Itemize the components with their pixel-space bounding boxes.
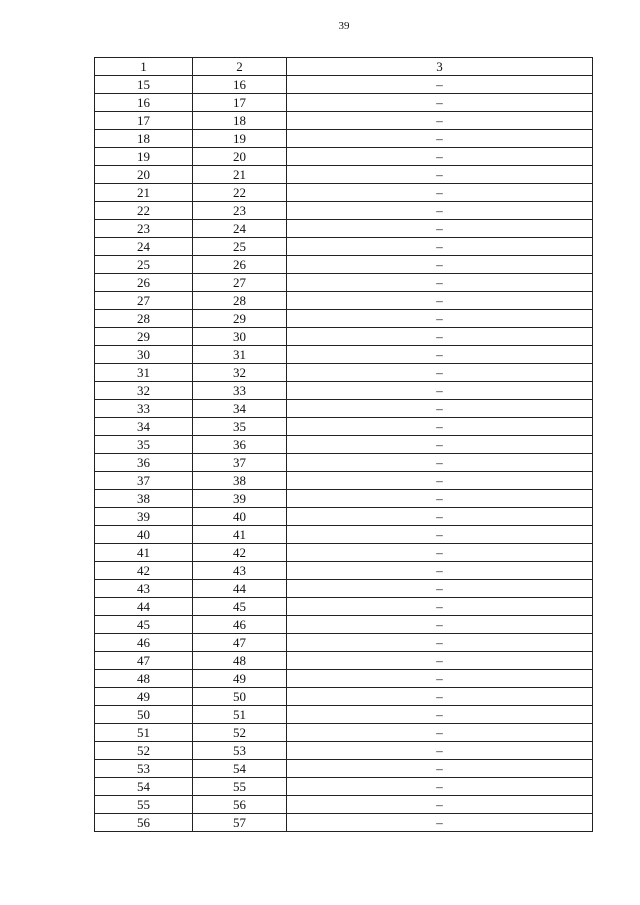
table-cell-col-1: 21: [95, 184, 193, 202]
table-cell-col-1: 16: [95, 94, 193, 112]
table-cell-col-1: 22: [95, 202, 193, 220]
table-cell-col-1: 35: [95, 436, 193, 454]
table-cell-col-1: 37: [95, 472, 193, 490]
table-cell-col-3: –: [287, 760, 593, 778]
table-row: [95, 274, 593, 292]
table-cell-col-1: 56: [95, 814, 193, 832]
table-cell-col-3: –: [287, 814, 593, 832]
table-row: [95, 490, 593, 508]
table-cell-col-1: 51: [95, 724, 193, 742]
table-cell-col-2: 28: [193, 292, 287, 310]
table-cell-col-1: 47: [95, 652, 193, 670]
table-row: [95, 418, 593, 436]
table-row: [95, 202, 593, 220]
table-cell-col-1: 24: [95, 238, 193, 256]
table-row: [95, 256, 593, 274]
table-row: [95, 310, 593, 328]
table-cell-col-1: 29: [95, 328, 193, 346]
table-cell-col-2: 22: [193, 184, 287, 202]
table-cell-col-3: –: [287, 400, 593, 418]
table-cell-col-3: –: [287, 634, 593, 652]
table-cell-col-2: 16: [193, 76, 287, 94]
table-cell-col-3: –: [287, 382, 593, 400]
table-cell-col-1: 34: [95, 418, 193, 436]
table-cell-col-1: 25: [95, 256, 193, 274]
table-row: [95, 508, 593, 526]
table-row: [95, 544, 593, 562]
table-cell-col-2: 46: [193, 616, 287, 634]
table-cell-col-2: 49: [193, 670, 287, 688]
table-cell-col-3: –: [287, 670, 593, 688]
table-cell-col-1: 19: [95, 148, 193, 166]
table-cell-col-3: –: [287, 130, 593, 148]
table-cell-col-2: 26: [193, 256, 287, 274]
table-row: [95, 184, 593, 202]
table-cell-col-3: –: [287, 472, 593, 490]
table-cell-col-2: 57: [193, 814, 287, 832]
table-cell-col-3: –: [287, 490, 593, 508]
table-row: [95, 94, 593, 112]
table-row: [95, 148, 593, 166]
table-cell-col-3: –: [287, 346, 593, 364]
table-cell-col-1: 55: [95, 796, 193, 814]
table-cell-col-3: –: [287, 508, 593, 526]
table-cell-col-2: 21: [193, 166, 287, 184]
table-row: [95, 526, 593, 544]
table-row: [95, 778, 593, 796]
table-cell-col-3: –: [287, 742, 593, 760]
table-row: [95, 814, 593, 832]
table-row: [95, 580, 593, 598]
table-cell-col-1: 40: [95, 526, 193, 544]
table-row: [95, 76, 593, 94]
table-cell-col-1: 30: [95, 346, 193, 364]
table-cell-col-2: 48: [193, 652, 287, 670]
table-cell-col-3: –: [287, 598, 593, 616]
table-cell-col-2: 45: [193, 598, 287, 616]
table-cell-col-1: 33: [95, 400, 193, 418]
table-cell-col-2: 19: [193, 130, 287, 148]
table-cell-col-1: 43: [95, 580, 193, 598]
table-cell-col-2: 44: [193, 580, 287, 598]
table-cell-col-1: 53: [95, 760, 193, 778]
table-cell-col-2: 53: [193, 742, 287, 760]
table-row: [95, 742, 593, 760]
table-cell-col-3: –: [287, 274, 593, 292]
table-cell-col-1: 39: [95, 508, 193, 526]
table-cell-col-2: 56: [193, 796, 287, 814]
page-number: 39: [338, 20, 350, 32]
table-cell-col-1: 23: [95, 220, 193, 238]
table-cell-col-3: –: [287, 454, 593, 472]
table-cell-col-3: –: [287, 418, 593, 436]
table-cell-col-2: 23: [193, 202, 287, 220]
table-header-row: [95, 58, 593, 76]
table-row: [95, 112, 593, 130]
table-cell-col-3: –: [287, 292, 593, 310]
table-cell-col-1: 44: [95, 598, 193, 616]
table-cell-col-2: 37: [193, 454, 287, 472]
column-header-2: 2: [193, 58, 287, 76]
column-header-1: 1: [95, 58, 193, 76]
table-cell-col-1: 41: [95, 544, 193, 562]
table-cell-col-3: –: [287, 544, 593, 562]
table-row: [95, 706, 593, 724]
table-cell-col-3: –: [287, 238, 593, 256]
table-cell-col-3: –: [287, 148, 593, 166]
table-cell-col-2: 52: [193, 724, 287, 742]
table-cell-col-2: 38: [193, 472, 287, 490]
table-cell-col-1: 46: [95, 634, 193, 652]
table-cell-col-1: 48: [95, 670, 193, 688]
table-cell-col-2: 20: [193, 148, 287, 166]
table-cell-col-2: 55: [193, 778, 287, 796]
table-cell-col-3: –: [287, 328, 593, 346]
table-cell-col-1: 54: [95, 778, 193, 796]
table-cell-col-1: 20: [95, 166, 193, 184]
table-cell-col-3: –: [287, 652, 593, 670]
table-cell-col-1: 18: [95, 130, 193, 148]
table-row: [95, 562, 593, 580]
table-cell-col-2: 31: [193, 346, 287, 364]
table-cell-col-2: 47: [193, 634, 287, 652]
table-cell-col-2: 25: [193, 238, 287, 256]
table-cell-col-3: –: [287, 94, 593, 112]
table-cell-col-3: –: [287, 724, 593, 742]
table-cell-col-2: 36: [193, 436, 287, 454]
table-cell-col-1: 36: [95, 454, 193, 472]
table-cell-col-3: –: [287, 112, 593, 130]
table-row: [95, 220, 593, 238]
table-cell-col-3: –: [287, 526, 593, 544]
table-cell-col-2: 18: [193, 112, 287, 130]
table-row: [95, 616, 593, 634]
table-cell-col-1: 17: [95, 112, 193, 130]
table-row: [95, 634, 593, 652]
table-cell-col-2: 32: [193, 364, 287, 382]
table-cell-col-3: –: [287, 76, 593, 94]
table-row: [95, 382, 593, 400]
table-cell-col-2: 30: [193, 328, 287, 346]
table-cell-col-1: 45: [95, 616, 193, 634]
table-cell-col-3: –: [287, 256, 593, 274]
table-cell-col-1: 49: [95, 688, 193, 706]
table-cell-col-3: –: [287, 436, 593, 454]
table-cell-col-2: 42: [193, 544, 287, 562]
table-cell-col-1: 42: [95, 562, 193, 580]
table-row: [95, 364, 593, 382]
table-row: [95, 400, 593, 418]
table-row: [95, 472, 593, 490]
table-cell-col-1: 50: [95, 706, 193, 724]
table-row: [95, 328, 593, 346]
table-cell-col-3: –: [287, 166, 593, 184]
table-cell-col-3: –: [287, 688, 593, 706]
table-cell-col-3: –: [287, 202, 593, 220]
table-cell-col-3: –: [287, 310, 593, 328]
table-cell-col-1: 28: [95, 310, 193, 328]
table-cell-col-3: –: [287, 580, 593, 598]
table-row: [95, 598, 593, 616]
table-cell-col-3: –: [287, 796, 593, 814]
table-cell-col-1: 27: [95, 292, 193, 310]
table-cell-col-3: –: [287, 778, 593, 796]
table-cell-col-3: –: [287, 706, 593, 724]
table-row: [95, 670, 593, 688]
table-cell-col-3: –: [287, 184, 593, 202]
table-row: [95, 436, 593, 454]
table-row: [95, 166, 593, 184]
table-header: [95, 58, 593, 76]
table-cell-col-2: 27: [193, 274, 287, 292]
table-cell-col-3: –: [287, 616, 593, 634]
table-row: [95, 724, 593, 742]
table-cell-col-1: 26: [95, 274, 193, 292]
table-cell-col-2: 40: [193, 508, 287, 526]
table-cell-col-2: 54: [193, 760, 287, 778]
table-cell-col-1: 15: [95, 76, 193, 94]
column-header-3: 3: [287, 58, 593, 76]
table-cell-col-3: –: [287, 364, 593, 382]
table-cell-col-2: 41: [193, 526, 287, 544]
table-row: [95, 454, 593, 472]
table-cell-col-2: 17: [193, 94, 287, 112]
table-cell-col-2: 50: [193, 688, 287, 706]
table-body: [95, 76, 593, 832]
table-row: [95, 238, 593, 256]
table-cell-col-2: 43: [193, 562, 287, 580]
table-cell-col-2: 29: [193, 310, 287, 328]
table-row: [95, 346, 593, 364]
table-cell-col-1: 38: [95, 490, 193, 508]
table-cell-col-2: 34: [193, 400, 287, 418]
table-row: [95, 796, 593, 814]
table-cell-col-1: 32: [95, 382, 193, 400]
table-row: [95, 652, 593, 670]
table-cell-col-2: 35: [193, 418, 287, 436]
table-cell-col-1: 31: [95, 364, 193, 382]
table-cell-col-3: –: [287, 220, 593, 238]
table-cell-col-1: 52: [95, 742, 193, 760]
table-cell-col-2: 51: [193, 706, 287, 724]
table-cell-col-2: 39: [193, 490, 287, 508]
table-row: [95, 292, 593, 310]
table-cell-col-3: –: [287, 562, 593, 580]
table-row: [95, 688, 593, 706]
table-row: [95, 760, 593, 778]
table-cell-col-2: 33: [193, 382, 287, 400]
table-cell-col-2: 24: [193, 220, 287, 238]
data-table: [94, 57, 593, 832]
table-row: [95, 130, 593, 148]
